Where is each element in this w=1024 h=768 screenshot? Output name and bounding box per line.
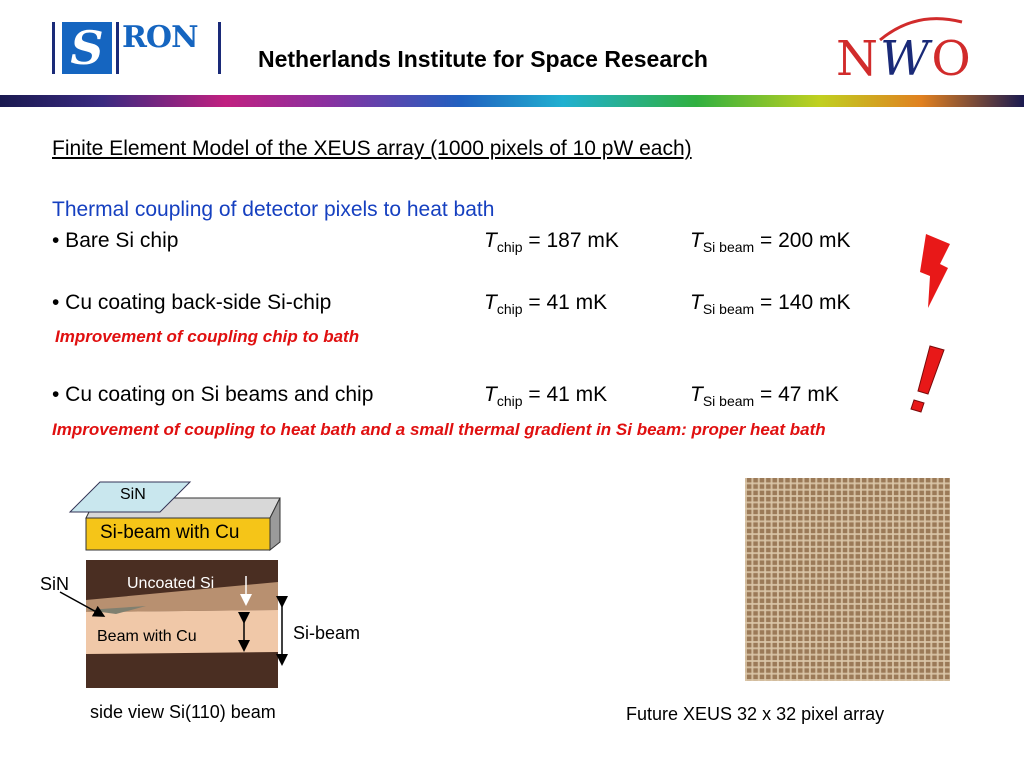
t-symbol: T [690, 383, 703, 406]
beam-with-cu-label: Beam with Cu [97, 628, 197, 645]
exclamation-icon [904, 344, 950, 414]
item-label: • Cu coating back-side Si-chip [52, 291, 332, 314]
nwo-logo [836, 14, 973, 87]
sin-top-label: SiN [120, 486, 146, 503]
institute-title: Netherlands Institute for Space Research [258, 46, 708, 72]
t-beam-value [690, 291, 851, 317]
nwo-o: O [931, 31, 973, 87]
t-chip-value [484, 229, 619, 255]
sron-logo [52, 18, 232, 78]
t-value: = 41 mK [528, 291, 608, 314]
item-label: • Cu coating on Si beams and chip [52, 383, 374, 406]
t-value: = 140 mK [760, 291, 851, 314]
side-view-caption: side view Si(110) beam [90, 702, 276, 722]
item-label: • Bare Si chip [52, 229, 179, 252]
t-symbol: T [484, 383, 497, 406]
nwo-n: N [836, 31, 880, 87]
si-beam-label: Si-beam [293, 623, 361, 643]
t-symbol: T [690, 229, 703, 252]
section-title: Thermal coupling of detector pixels to heat bath [52, 198, 495, 221]
uncoated-si-label: Uncoated Si [127, 575, 215, 592]
pixel-array-image [745, 478, 950, 681]
logo-bar [52, 22, 55, 74]
t-chip-value [484, 383, 607, 409]
pixel-array-caption: Future XEUS 32 x 32 pixel array [626, 704, 885, 724]
t-subscript: Si beam [702, 393, 755, 409]
t-value: = 200 mK [760, 229, 851, 252]
logo-bar [218, 22, 221, 74]
nwo-w: W [880, 31, 932, 87]
nwo-letters [836, 31, 973, 87]
diagram-arrows [50, 566, 300, 666]
beam-label: Si-beam with Cu [100, 522, 240, 543]
t-subscript: Si beam [702, 239, 755, 255]
rainbow-divider [0, 95, 1024, 107]
t-chip-value [484, 291, 607, 317]
slide-heading: Finite Element Model of the XEUS array (1000 pixels of 10 pW each) [52, 137, 692, 160]
sron-ron-letters: RON [122, 20, 198, 55]
t-subscript: chip [496, 301, 523, 317]
t-symbol: T [690, 291, 703, 314]
sin-side-label: SiN [40, 574, 70, 594]
sron-s-letter: S [62, 22, 112, 74]
t-beam-value [690, 229, 851, 255]
beam-block-diagram [60, 476, 290, 556]
t-subscript: chip [496, 239, 523, 255]
logo-bar [116, 22, 119, 74]
t-subscript: Si beam [702, 301, 755, 317]
improvement-note: Improvement of coupling to heat bath and a small thermal gradient in Si beam: proper heat bath [52, 420, 826, 439]
t-value: = 41 mK [528, 383, 608, 406]
t-symbol: T [484, 229, 497, 252]
t-subscript: chip [496, 393, 523, 409]
t-beam-value [690, 383, 839, 409]
t-value: = 47 mK [760, 383, 839, 406]
t-symbol: T [484, 291, 497, 314]
improvement-note: Improvement of coupling chip to bath [55, 327, 360, 346]
lightning-bolt-icon [912, 232, 952, 310]
t-value: = 187 mK [528, 229, 619, 252]
